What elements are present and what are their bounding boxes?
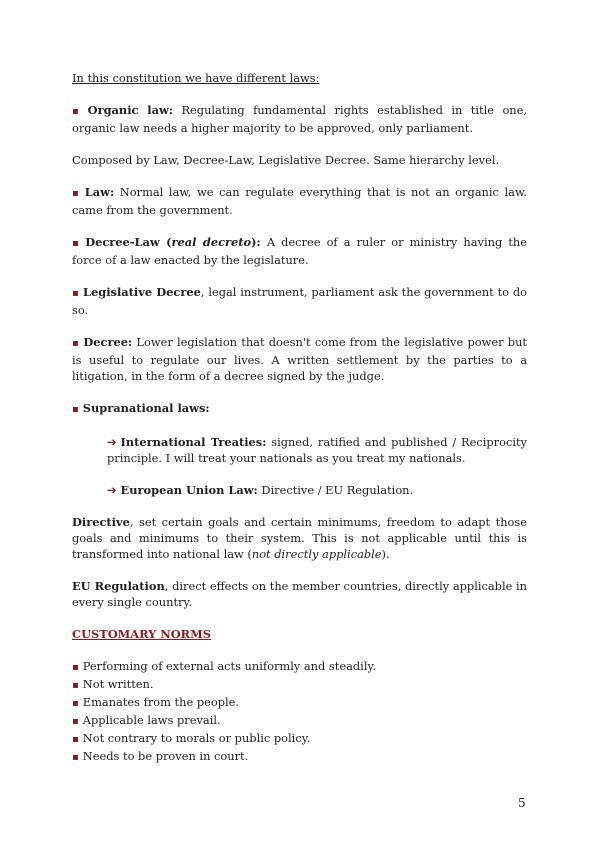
eu-law-term: European Union Law:: [120, 483, 258, 497]
law-item: [72, 184, 527, 218]
intro-line: [72, 70, 527, 86]
organic-law-item: [72, 102, 527, 136]
bullet-icon: ▪: [72, 716, 79, 727]
list-item: [72, 694, 527, 712]
decree-law-term: Decree-Law (: [85, 235, 172, 249]
list-item-text: Emanates from the people.: [82, 695, 240, 709]
list-item: [72, 730, 527, 748]
list-item-text: Needs to be proven in court.: [82, 749, 249, 763]
bullet-icon: ▪: [72, 752, 79, 763]
eu-law-text: Directive / EU Regulation.: [257, 483, 414, 497]
directive-end: ).: [381, 547, 390, 561]
bullet-icon: ▪: [72, 404, 79, 415]
list-item-text: Applicable laws prevail.: [82, 713, 221, 727]
composed-line: Composed by Law, Decree-Law, Legislative Decree. Same hierarchy level.: [72, 153, 500, 167]
legislative-decree-item: [72, 284, 527, 318]
customary-heading: CUSTOMARY NORMS: [72, 627, 211, 641]
list-item: [72, 712, 527, 730]
bullet-icon: ▪: [72, 680, 79, 691]
bullet-icon: ▪: [72, 698, 79, 709]
directive-paragraph: [72, 514, 527, 562]
law-term: Law:: [84, 185, 115, 199]
eu-regulation-paragraph: [72, 578, 527, 610]
treaties-item: [107, 434, 527, 466]
list-item: [72, 658, 527, 676]
decree-text: Lower legislation that doesn't come from the legislative power but is useful to regulate our lives. A written settlement by the parties to a litigation, in the form of a decree signed by the judge.: [72, 335, 528, 383]
supranational-term: Supranational laws:: [82, 401, 210, 415]
bullet-icon: ▪: [72, 662, 79, 673]
decree-law-text: A decree of a ruler or ministry having the force of a law enacted by the legislature.: [72, 235, 527, 267]
list-item-text: Not contrary to morals or public policy.: [82, 731, 311, 745]
list-item-text: Performing of external acts uniformly and steadily.: [82, 659, 377, 673]
intro-text: In this constitution we have different laws:: [72, 71, 320, 85]
decree-law-term-italic: real decreto: [171, 235, 252, 249]
list-item: [72, 676, 527, 694]
law-text: Normal law, we can regulate everything that is not an organic law. came from the government.: [72, 185, 527, 217]
arrow-right-icon: ➔: [107, 435, 117, 449]
bullet-icon: ▪: [72, 338, 80, 349]
arrow-right-icon: ➔: [107, 483, 117, 497]
decree-term: Decree:: [83, 335, 133, 349]
bullet-icon: ▪: [72, 188, 81, 199]
bullet-icon: ▪: [72, 238, 82, 249]
decree-item: [72, 334, 527, 384]
list-item-text: Not written.: [82, 677, 154, 691]
directive-term: Directive: [72, 515, 130, 529]
bullet-icon: ▪: [72, 734, 79, 745]
directive-italic: not directly applicable: [251, 547, 382, 561]
bullet-icon: ▪: [72, 106, 84, 117]
page-number: 5: [518, 796, 526, 810]
customary-list: [72, 658, 527, 766]
supranational-item: [72, 400, 527, 418]
organic-law-text: Regulating fundamental rights established in title one, organic law needs a higher majority to be approved, only parliament.: [72, 103, 528, 135]
organic-law-term: Organic law:: [87, 103, 173, 117]
document-body: [72, 70, 527, 766]
list-item: [72, 748, 527, 766]
eu-regulation-text: , direct effects on the member countries, directly applicable in every single country.: [72, 579, 527, 609]
decree-law-term-end: ):: [251, 235, 261, 249]
decree-law-item: [72, 234, 527, 268]
directive-text: , set certain goals and certain minimums, freedom to adapt those goals and minimums to their system. This is not applicable until this is transformed into national law (: [72, 515, 527, 561]
treaties-term: International Treaties:: [120, 435, 267, 449]
eu-regulation-term: EU Regulation: [72, 579, 165, 593]
customary-heading-line: [72, 626, 527, 642]
legislative-decree-term: Legislative Decree: [83, 285, 201, 299]
legislative-decree-text: , legal instrument, parliament ask the government to do so.: [72, 285, 527, 317]
eu-law-item: [107, 482, 527, 498]
bullet-icon: ▪: [72, 288, 79, 299]
treaties-text: signed, ratified and published / Reciprocity principle. I will treat your nationals as you treat my nationals.: [107, 435, 527, 465]
